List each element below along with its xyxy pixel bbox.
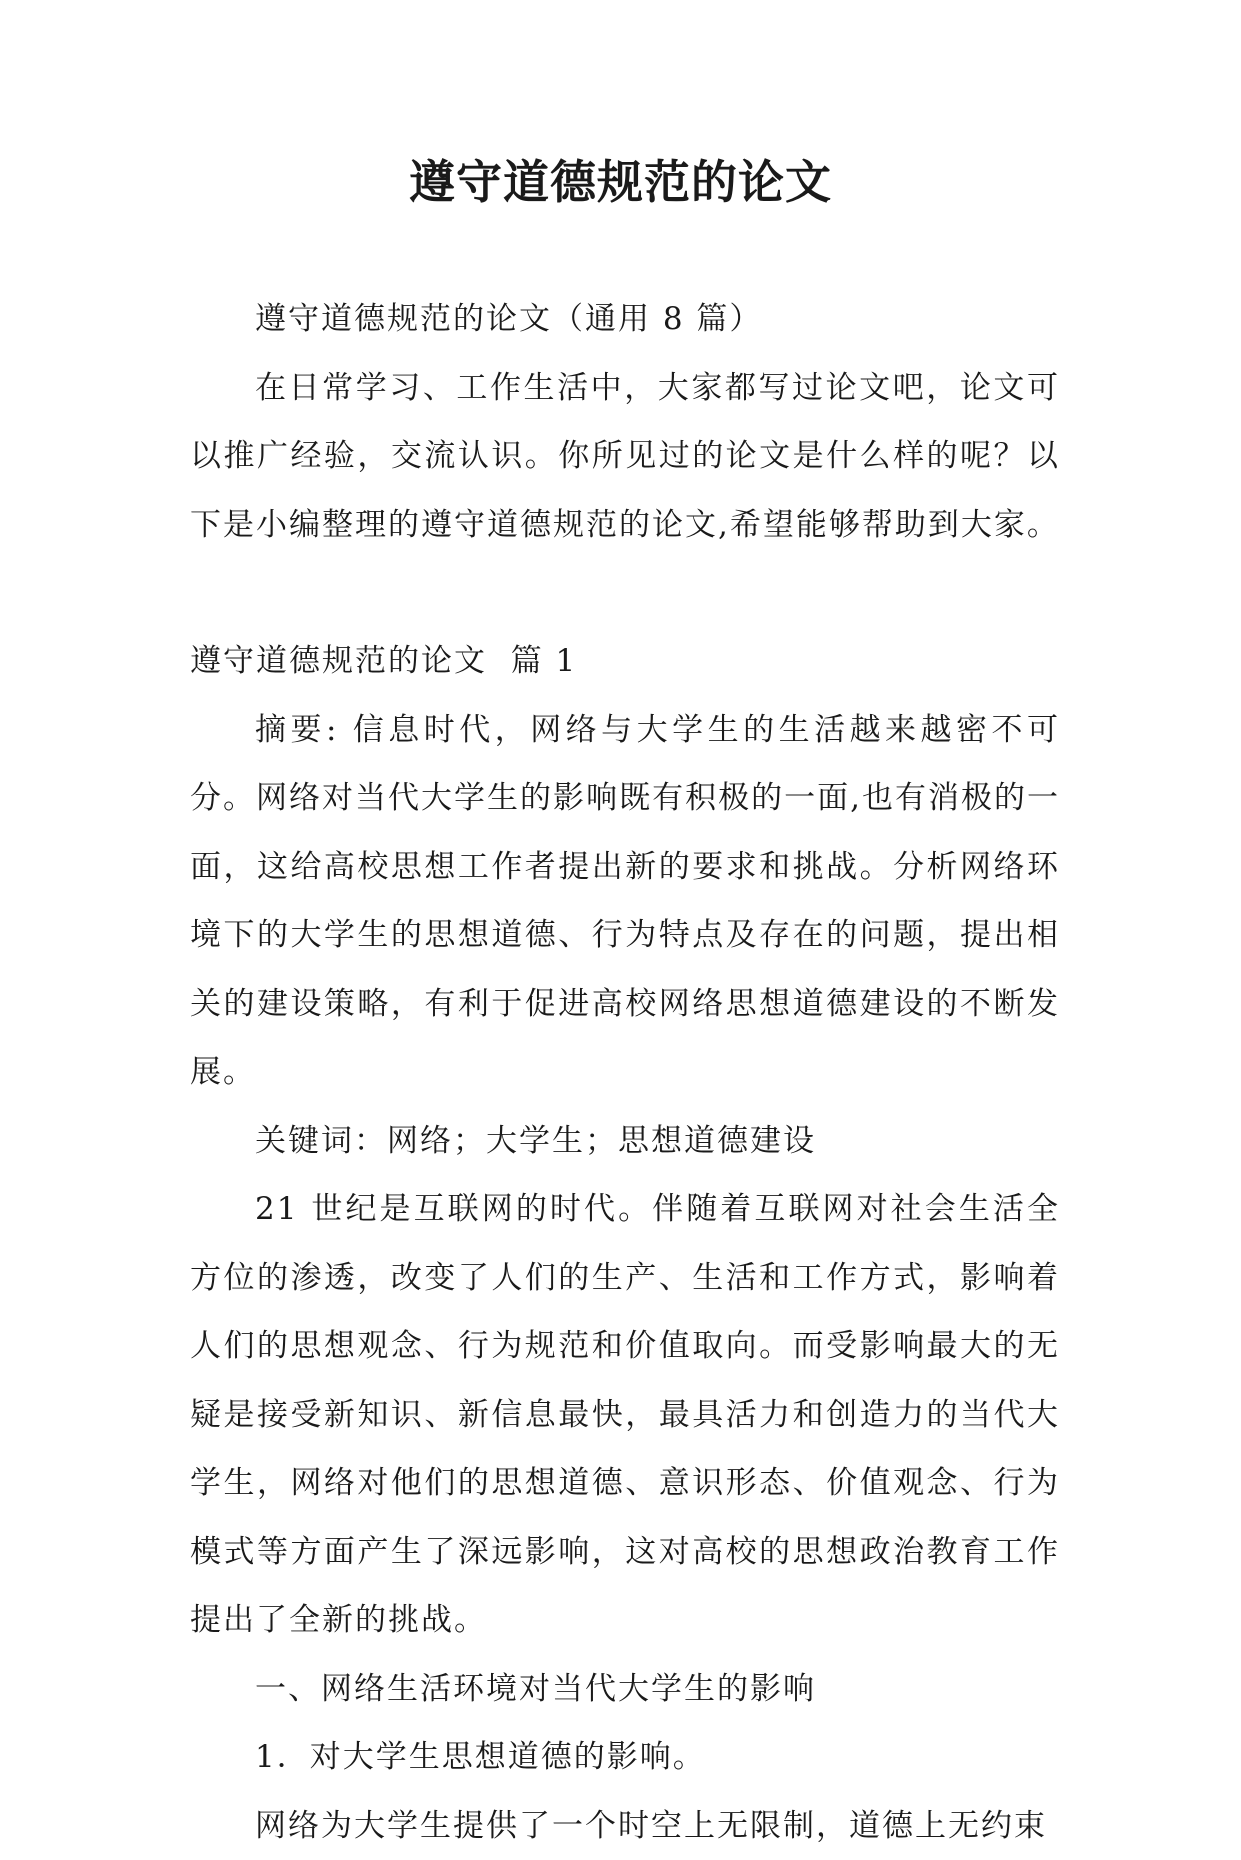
intro-paragraph: 在日常学习、工作生活中，大家都写过论文吧，论文可以推广经验，交流认识。你所见过的论文是什么样的呢？以下是小编整理的遵守道德规范的论文,希望能够帮助到大家。 <box>190 354 1060 560</box>
heading-1: 一、网络生活环境对当代大学生的影响 <box>190 1655 1060 1724</box>
paragraph-gap <box>190 559 1060 627</box>
subheading-1: 1．对大学生思想道德的影响。 <box>190 1723 1060 1792</box>
body-paragraph-1: 21 世纪是互联网的时代。伴随着互联网对社会生活全方位的渗透，改变了人们的生产、生活和工作方式，影响着人们的思想观念、行为规范和价值取向。而受影响最大的无疑是接受新知识、新信息最快，最具活力和创造力的当代大学生，网络对他们的思想道德、意识形态、价值观念、行为模式等方面产生了深远影响，这对高校的思想政治教育工作提出了全新的挑战。 <box>190 1175 1060 1655</box>
document-body <box>190 285 1060 1860</box>
document-title: 遵守道德规范的论文 <box>0 150 1241 214</box>
body-paragraph-2: 网络为大学生提供了一个时空上无限制，道德上无约束 <box>190 1792 1060 1860</box>
abstract-paragraph: 摘要: 信息时代，网络与大学生的生活越来越密不可分。网络对当代大学生的影响既有积极的一面,也有消极的一面，这给高校思想工作者提出新的要求和挑战。分析网络环境下的大学生的思想道德、行为特点及存在的问题，提出相关的建设策略，有利于促进高校网络思想道德建设的不断发展。 <box>190 696 1060 1107</box>
keywords-line: 关键词：网络；大学生；思想道德建设 <box>190 1107 1060 1176</box>
section-heading: 遵守道德规范的论文 篇 1 <box>190 627 1060 696</box>
subtitle-line: 遵守道德规范的论文（通用 8 篇） <box>190 285 1060 354</box>
